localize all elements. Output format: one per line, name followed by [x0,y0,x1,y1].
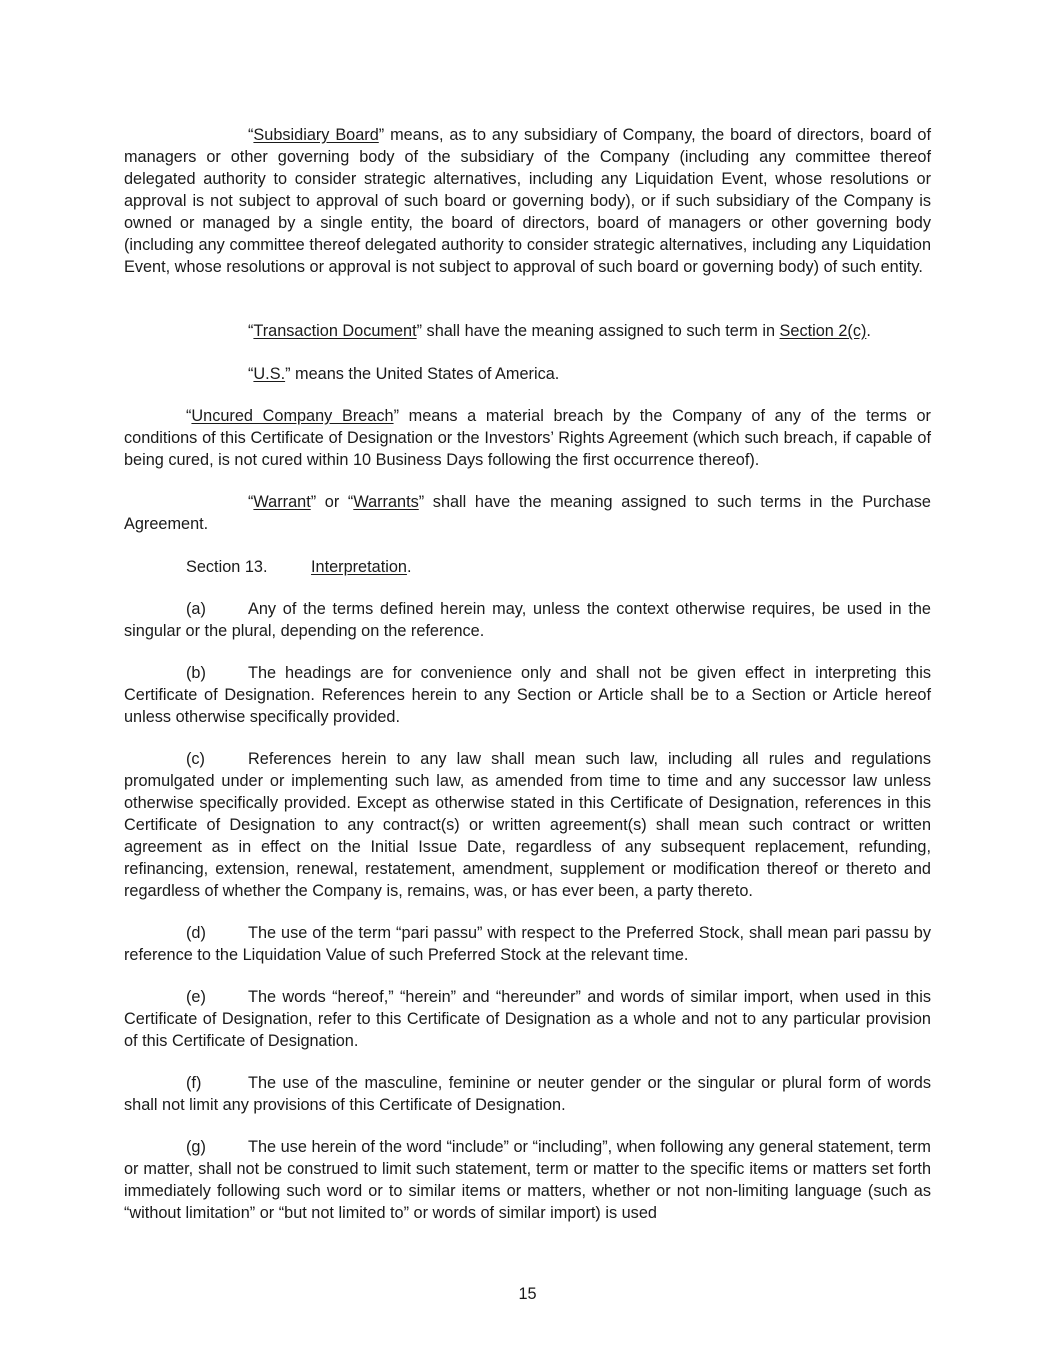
interpretation-item [124,748,931,902]
item-label: (e) [186,988,206,1006]
interpretation-item [124,598,931,642]
item-text: Any of the terms defined herein may, unless the context otherwise requires, be used in the singular or the plural, depending on the reference. [124,600,931,640]
section-reference: Section 2(c) [779,322,867,340]
item-label: (c) [186,750,205,768]
definition-subsidiary-board: “Subsidiary Board” means, as to any subsidiary of Company, the board of directors, board of managers or other governing body of the subsidiary of the Company (including any committee thereof delegated authority to consider strategic alternatives, including any Liquidation Event, whose resolutions or approval is not subject to approval of such board or governing body), or if such subsidiary of the Company is owned or managed by a single entity, the board of directors, board of managers or other governing body (including any committee thereof delegated authority to consider strategic alternatives, including any Liquidation Event, whose resolutions or approval is not subject to approval of such board or governing body) of such entity. [124,126,931,276]
defined-term: U.S. [253,365,286,383]
item-text: The words “hereof,” “herein” and “hereunder” and words of similar import, when used in this Certificate of Designation, refer to this Certificate of Designation as a whole and not to any particular provision of this Certificate of Designation. [124,988,931,1050]
defined-term: Subsidiary Board [253,126,379,144]
item-label: (f) [186,1074,202,1092]
item-text: The use herein of the word “include” or “including”, when following any general statement, term or matter, shall not be construed to limit such statement, term or matter to the specific items or matters set forth immediately following such word or to similar items or matters, whether or not non-limiting language (such as “without limitation” or “but not limited to” or words of similar import) is used [124,1138,931,1222]
section-heading: Section 13. Interpretation. [186,558,412,576]
connector-text: or [316,493,348,511]
definition-transaction-document: “Transaction Document” shall have the meaning assigned to such term in Section 2(c). [248,322,871,340]
defined-term: Warrant [253,493,311,511]
definition-text: shall have the meaning assigned to such term in [422,322,780,340]
item-label: (g) [186,1138,206,1156]
item-text: The headings are for convenience only and shall not be given effect in interpreting this Certificate of Designation. References herein to any Section or Article shall be to a Section or Article hereof unless otherwise specifically provided. [124,664,931,726]
definition-warrant: “Warrant” or “Warrants” shall have the meaning assigned to such terms in the Purchase Agreement. [124,493,931,533]
defined-term: Warrants [353,493,419,511]
item-label: (a) [186,600,206,618]
interpretation-item [124,986,931,1052]
item-text: The use of the term “pari passu” with respect to the Preferred Stock, shall mean pari passu by reference to the Liquidation Value of such Preferred Stock at the relevant time. [124,924,931,964]
page-number: 15 [518,1285,537,1303]
interpretation-item [124,1072,931,1116]
definition-text: means, as to any subsidiary of Company, the board of directors, board of managers or other governing body of the subsidiary of the Company (including any committee thereof delegated authority to consider strategic alternatives, including any Liquidation Event, whose resolutions or approval is not subject to approval of such board or governing body), or if such subsidiary of the Company is owned or managed by a single entity, the board of directors, board of managers or other governing body (including any committee thereof delegated authority to consider strategic alternatives, including any Liquidation Event, whose resolutions or approval is not subject to approval of such board or governing body) of such entity. [124,126,931,276]
definition-text: means a material breach by the Company of any of the terms or conditions of this Certificate of Designation or the Investors’ Rights Agreement (which such breach, if capable of being cured, is not cured within 10 Business Days following the first occurrence thereof). [124,407,931,469]
defined-term: Transaction Document [253,322,417,340]
definition-text: means the United States of America. [290,365,560,383]
interpretation-item [124,922,931,966]
definition-text: shall have the meaning assigned to such terms in the Purchase Agreement. [124,493,931,533]
item-label: (b) [186,664,206,682]
interpretation-item [124,1136,931,1224]
interpretation-item [124,662,931,728]
section-number: Section 13. [186,558,268,576]
definition-us: “U.S.” means the United States of America. [248,365,560,383]
item-text: References herein to any law shall mean such law, including all rules and regulations promulgated under or implementing such law, as amended from time to time and any successor law unless otherwise specifically provided. Except as otherwise stated in this Certificate of Designation, references in this Certificate of Designation to any contract(s) or written agreement(s) shall mean such contract or written agreement as in effect on the Initial Issue Date, regardless of any subsequent replacement, refunding, refinancing, extension, renewal, restatement, amendment, supplement or modification thereof or thereto and regardless of whether the Company is, remains, was, or has ever been, a party thereto. [124,750,931,900]
section-title: Interpretation [311,558,407,576]
defined-term: Uncured Company Breach [191,407,394,425]
item-text: The use of the masculine, feminine or neuter gender or the singular or plural form of words shall not limit any provisions of this Certificate of Designation. [124,1074,931,1114]
item-label: (d) [186,924,206,942]
definition-uncured-company-breach: “Uncured Company Breach” means a material breach by the Company of any of the terms or conditions of this Certificate of Designation or the Investors’ Rights Agreement (which such breach, if capable of being cured, is not cured within 10 Business Days following the first occurrence thereof). [124,407,931,469]
